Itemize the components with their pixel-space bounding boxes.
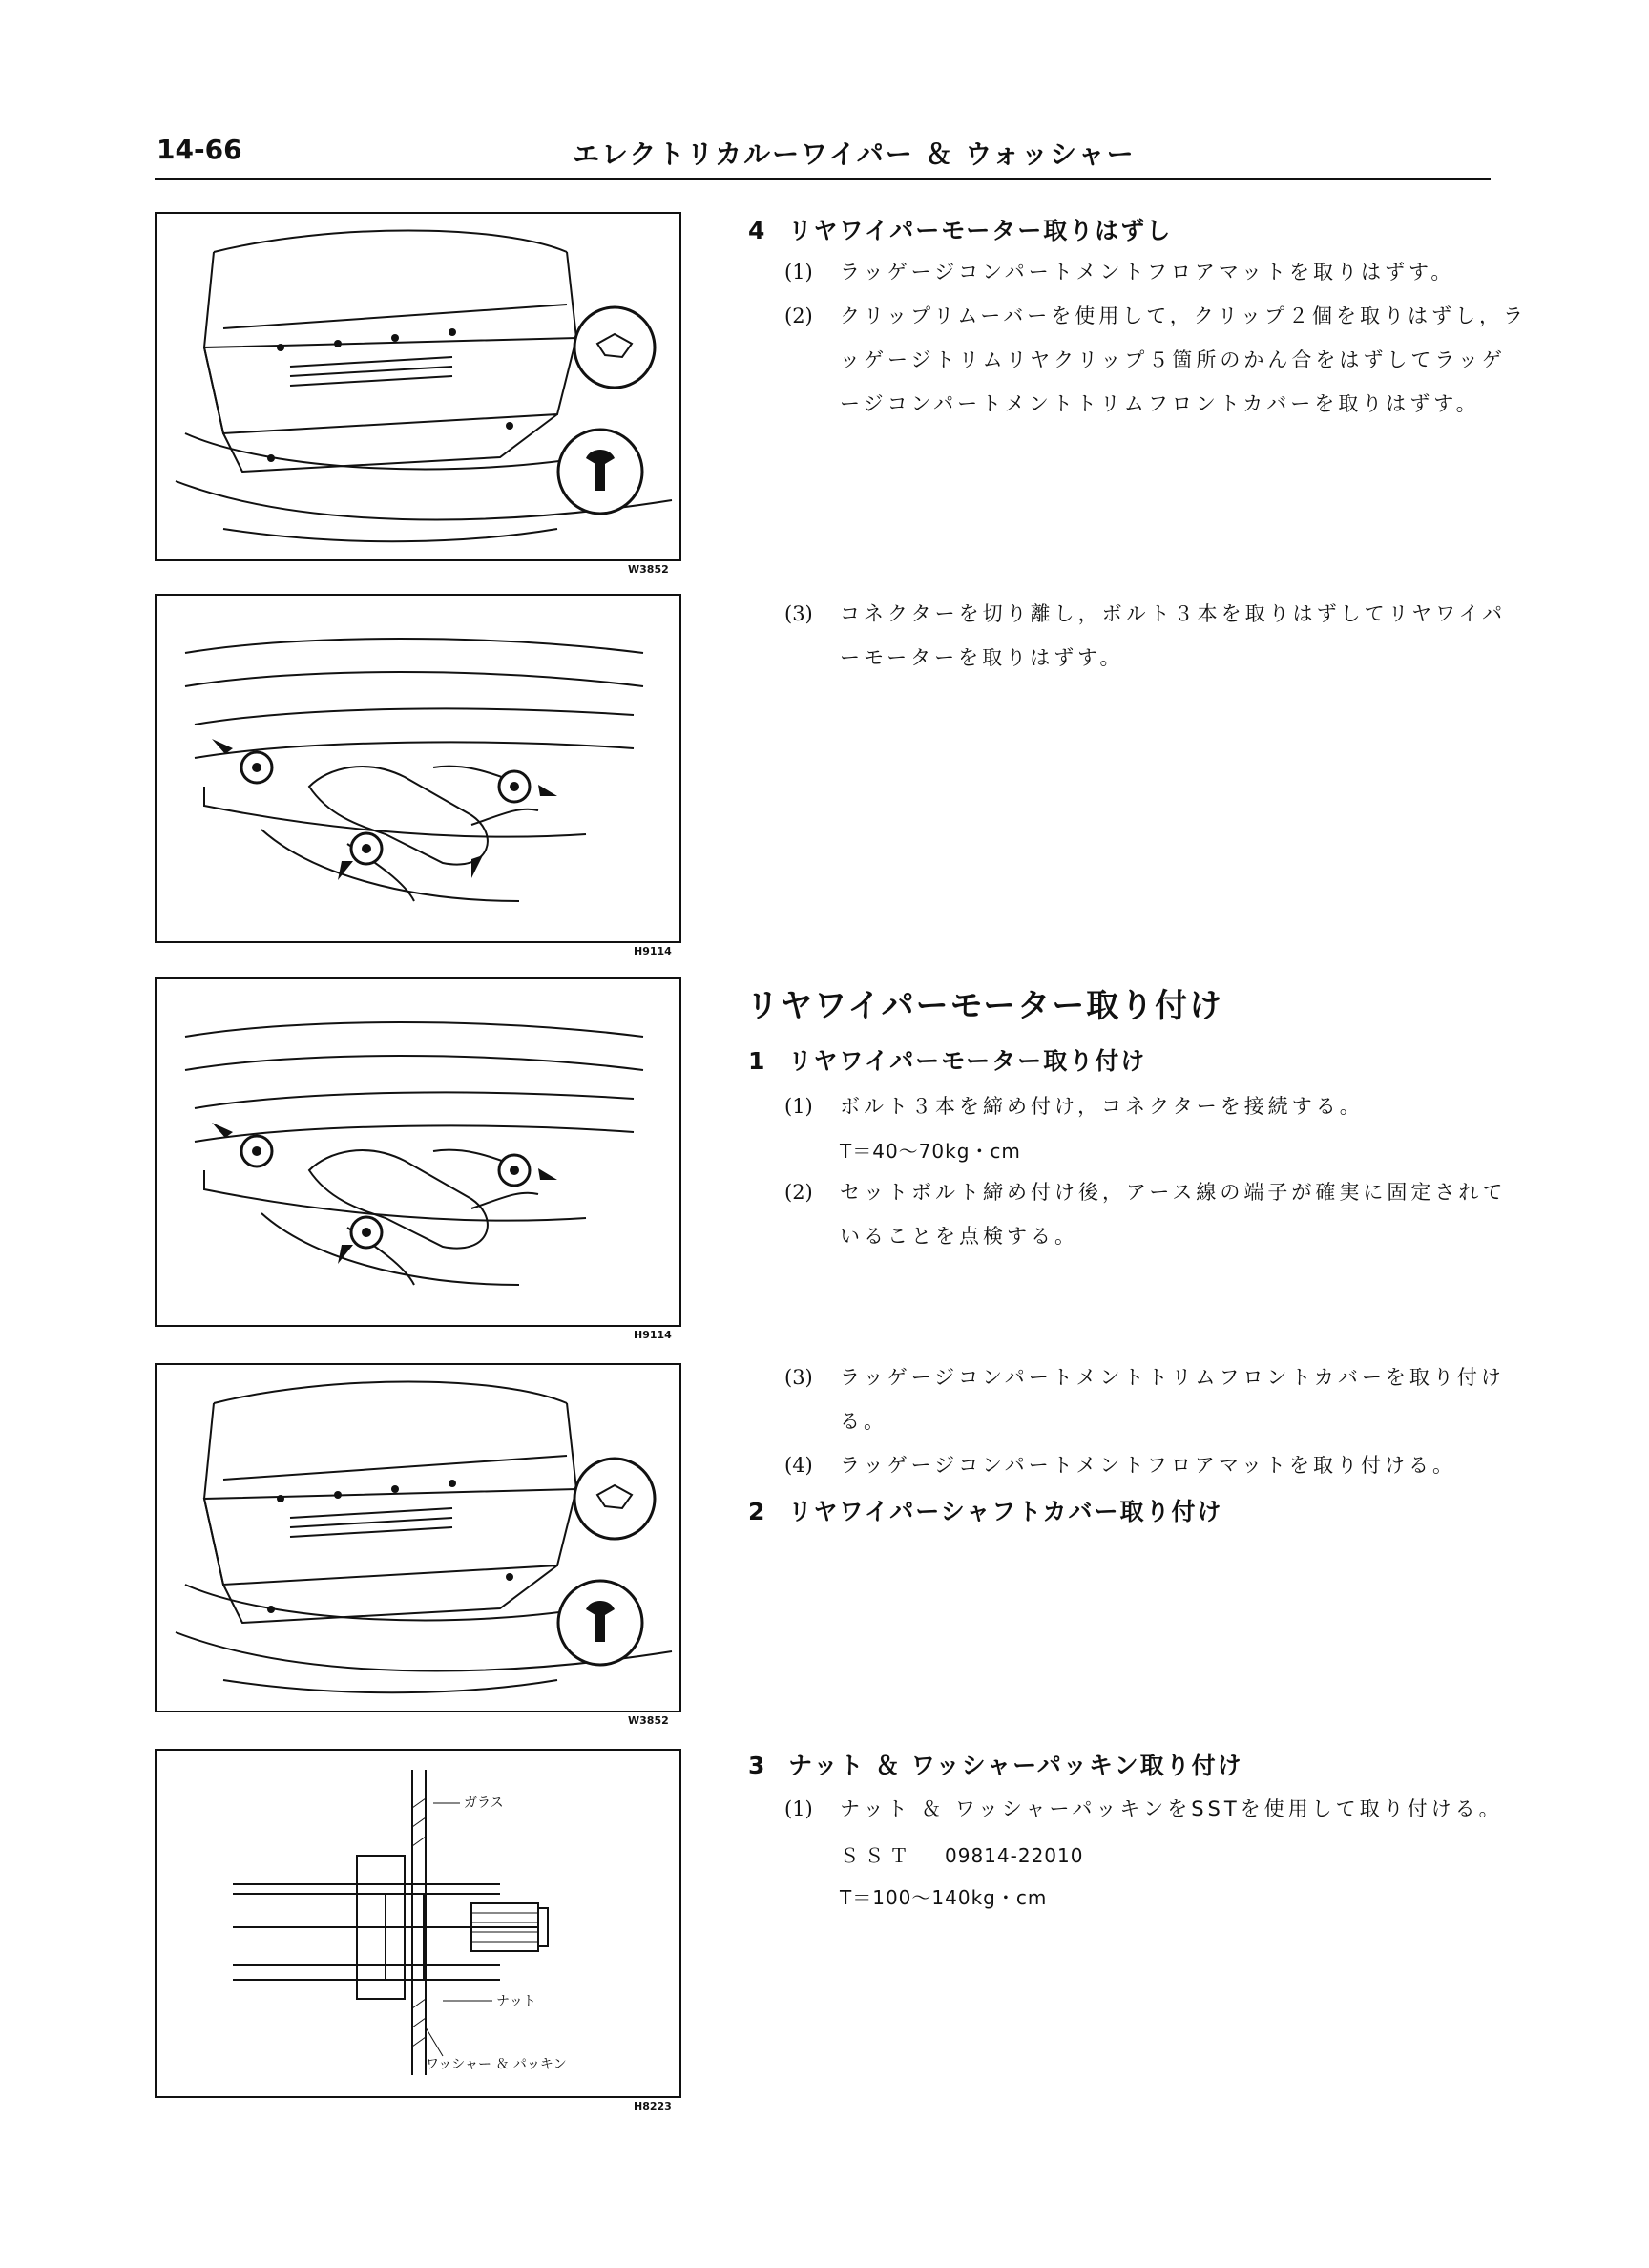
torque-spec-1: T＝40〜70kg・cm [840,1140,1021,1163]
page-title: エレクトリカルーワイパー ＆ ウォッシャー [573,138,1136,170]
figure-nut-washer-section [155,1749,681,2098]
item-text: セットボルト締め付け後，アース線の端子が確実に固定されていることを点検する。 [840,1181,1507,1248]
step-heading-install-motor [748,1042,1146,1077]
figure-code-4: W3852 [628,1714,669,1727]
step3-item-1 [784,1787,1529,1831]
step-title: リヤワイパーシャフトカバー取り付け [788,1498,1223,1525]
figure-wiper-motor-install [155,977,681,1327]
figure-wiper-motor-removal [155,594,681,943]
sst-number: 09814-22010 [945,1844,1084,1867]
step-title: ナット ＆ ワッシャーパッキン取り付け [788,1752,1243,1779]
item-text: ボルト３本を締め付け，コネクターを接続する。 [840,1095,1364,1118]
item-number: (3) [784,602,813,625]
label-nut: ナット [496,1994,536,2009]
item-number: (1) [784,261,813,284]
item-text: ラッゲージコンパートメントトリムフロントカバーを取り付ける。 [840,1366,1505,1433]
item-number: (1) [784,1095,813,1118]
figure-code-3: H9114 [634,1329,672,1341]
step4-item-3 [784,592,1529,680]
label-glass: ガラス [464,1796,504,1811]
item-text: ラッゲージコンパートメントフロアマットを取り付ける。 [840,1454,1457,1477]
item-text: コネクターを切り離し，ボルト３本を取りはずしてリヤワイパーモーターを取りはずす。 [840,602,1507,669]
step-heading-remove-motor [748,212,1172,246]
sst-label: ＳＳＴ [840,1844,914,1867]
step4-item-1 [784,250,1529,294]
item-number: (4) [784,1454,813,1477]
torque-spec-2: T＝100〜140kg・cm [840,1886,1048,1909]
step-title: リヤワイパーモーター取り付け [788,1047,1147,1075]
figure-trunk-clips-2 [155,1363,681,1712]
step1-item-1 [784,1084,1529,1128]
step-number: 3 [748,1752,767,1779]
nut-washer-section-illustration [157,1751,679,2096]
item-number: (3) [784,1366,813,1389]
step-number: 1 [748,1047,767,1075]
figure-code-5: H8223 [634,2100,672,2112]
label-washer: ワッシャー ＆ パッキン [426,2057,567,2072]
item-text: ラッゲージコンパートメントフロアマットを取りはずす。 [840,261,1455,284]
trunk-clips-illustration [157,214,679,559]
step-title: リヤワイパーモーター取りはずし [788,217,1173,244]
header-rule [155,178,1491,180]
page-number: 14-66 [157,134,242,165]
step-heading-nut-washer [748,1747,1243,1781]
wiper-motor-illustration [157,596,679,941]
wiper-motor-install-illustration [157,979,679,1325]
figure-trunk-clips-1 [155,212,681,561]
step4-item-2 [784,294,1529,426]
step-heading-shaft-cover [748,1493,1223,1527]
step-number: 2 [748,1498,767,1525]
item-number: (2) [784,304,813,327]
figure-code-2: H9114 [634,945,672,957]
step1-item-3 [784,1355,1529,1443]
item-text: クリップリムーバーを使用して，クリップ２個を取りはずし，ラッゲージトリムリヤクリップ５箇所のかん合をはずしてラッゲージコンパートメントトリムフロントカバーを取りはずす。 [840,304,1527,415]
section-title-installation: リヤワイパーモーター取り付け [746,987,1224,1025]
step1-item-2 [784,1170,1529,1258]
item-text: ナット ＆ ワッシャーパッキンをSSTを使用して取り付ける。 [840,1797,1503,1820]
step-number: 4 [748,217,767,244]
item-number: (2) [784,1181,813,1204]
sst-spec [840,1840,1083,1868]
item-number: (1) [784,1797,813,1820]
step1-item-4 [784,1443,1529,1487]
figure-code-1: W3852 [628,563,669,576]
trunk-clips-illustration-2 [157,1365,679,1711]
